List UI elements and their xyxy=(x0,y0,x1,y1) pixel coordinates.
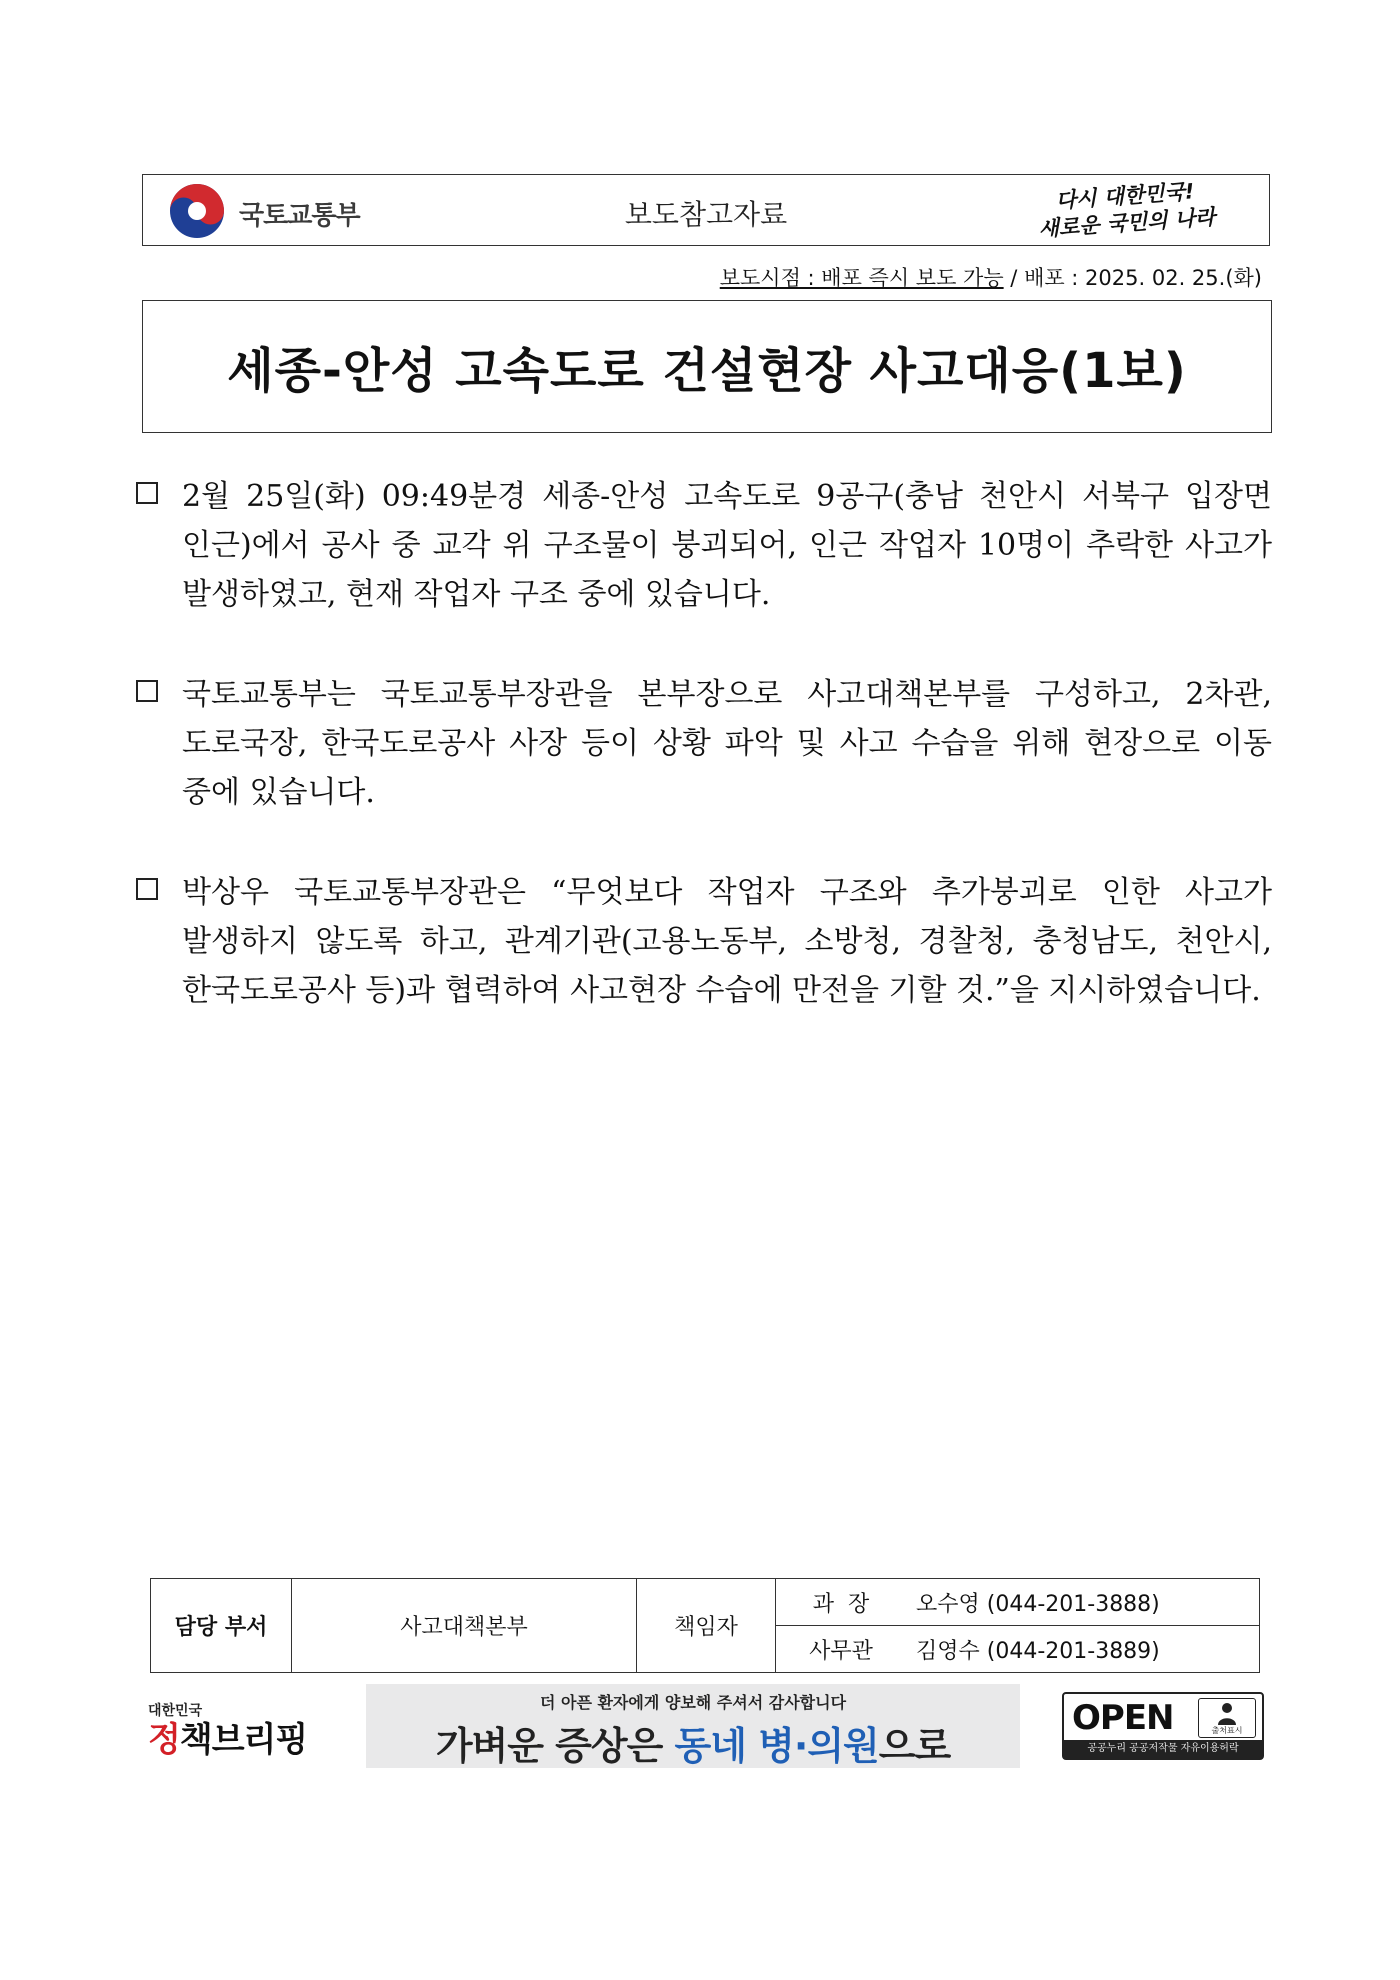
person-icon xyxy=(1216,1701,1238,1727)
checkbox-bullet-icon xyxy=(136,482,158,504)
paragraph-2 xyxy=(136,670,1272,817)
release-timing: 보도시점 : 배포 즉시 보도 가능 xyxy=(719,266,1004,290)
banner-headline xyxy=(366,1715,1020,1768)
open-word: OPEN xyxy=(1072,1698,1174,1738)
dept-value: 사고대책본부 xyxy=(292,1579,637,1673)
responsible-label: 책임자 xyxy=(637,1579,776,1673)
open-license-caption: 공공누리 공공저작물 자유이용허락 xyxy=(1064,1740,1262,1758)
policy-briefing-red-char: 정 xyxy=(148,1720,180,1760)
contact-person: 김영수 (044-201-3889) xyxy=(916,1638,1160,1664)
slogan-line-2: 새로운 국민의 나라 xyxy=(1037,204,1216,242)
slogan xyxy=(1029,176,1222,243)
banner-headline-part-1: 가벼운 증상은 xyxy=(435,1724,675,1768)
contact-person: 오수영 (044-201-3888) xyxy=(916,1591,1160,1617)
release-distribution: 배포 : 2025. 02. 25.(화) xyxy=(1024,266,1262,290)
contact-table xyxy=(150,1578,1260,1673)
contact-row xyxy=(776,1579,1260,1626)
contact-role: 과 장 xyxy=(812,1591,870,1617)
policy-briefing-name xyxy=(148,1720,307,1760)
document-title: 세종-안성 고속도로 건설현장 사고대응(1보) xyxy=(227,343,1187,399)
banner-headline-part-2: 동네 병·의원 xyxy=(674,1724,879,1768)
slogan-line-1: 다시 대한민국! xyxy=(1055,179,1195,213)
policy-briefing-logo xyxy=(148,1700,307,1760)
release-info xyxy=(720,262,1262,292)
paragraph-1 xyxy=(136,472,1272,619)
campaign-banner xyxy=(366,1684,1020,1768)
contact-row xyxy=(776,1626,1260,1673)
checkbox-bullet-icon xyxy=(136,878,158,900)
contact-role: 사무관 xyxy=(809,1638,873,1664)
header-box xyxy=(142,174,1270,246)
paragraph-text: 2월 25일(화) 09:49분경 세종-안성 고속도로 9공구(충남 천안시 서북구 입장면 인근)에서 공사 중 교각 위 구조물이 붕괴되어, 인근 작업자 10명이 추락한 사고가 발생하였고, 현재 작업자 구조 중에 있습니다. xyxy=(182,479,1272,612)
paragraph-text: 박상우 국토교통부장관은 “무엇보다 작업자 구조와 추가붕괴로 인한 사고가 발생하지 않도록 하고, 관계기관(고용노동부, 소방청, 경찰청, 충청남도, 천안시, 한국도로공사 등)과 협력하여 사고현장 수습에 만전을 기할 것.”을 지시하였습니다. xyxy=(182,875,1272,1008)
policy-briefing-small-text: 대한민국 xyxy=(148,1703,203,1719)
banner-headline-part-3: 으로 xyxy=(878,1724,951,1768)
dept-label: 담당 부서 xyxy=(151,1579,292,1673)
banner-subtitle: 더 아픈 환자에게 양보해 주셔서 감사합니다 xyxy=(539,1693,847,1712)
checkbox-bullet-icon xyxy=(136,680,158,702)
paragraph-3 xyxy=(136,868,1272,1015)
attribution-label: 출처표시 xyxy=(1211,1726,1243,1735)
document-type: 보도참고자료 xyxy=(624,198,788,231)
open-license-badge xyxy=(1062,1692,1264,1760)
paragraph-text: 국토교통부는 국토교통부장관을 본부장으로 사고대책본부를 구성하고, 2차관, 도로국장, 한국도로공사 사장 등이 상황 파악 및 사고 수습을 위해 현장으로 이동 중에 있습니다. xyxy=(182,677,1272,810)
title-box xyxy=(142,300,1272,433)
policy-briefing-rest: 책브리핑 xyxy=(179,1720,308,1760)
ministry-name: 국토교통부 xyxy=(239,201,360,231)
release-separator: / xyxy=(1003,266,1025,290)
attribution-icon xyxy=(1198,1698,1256,1738)
